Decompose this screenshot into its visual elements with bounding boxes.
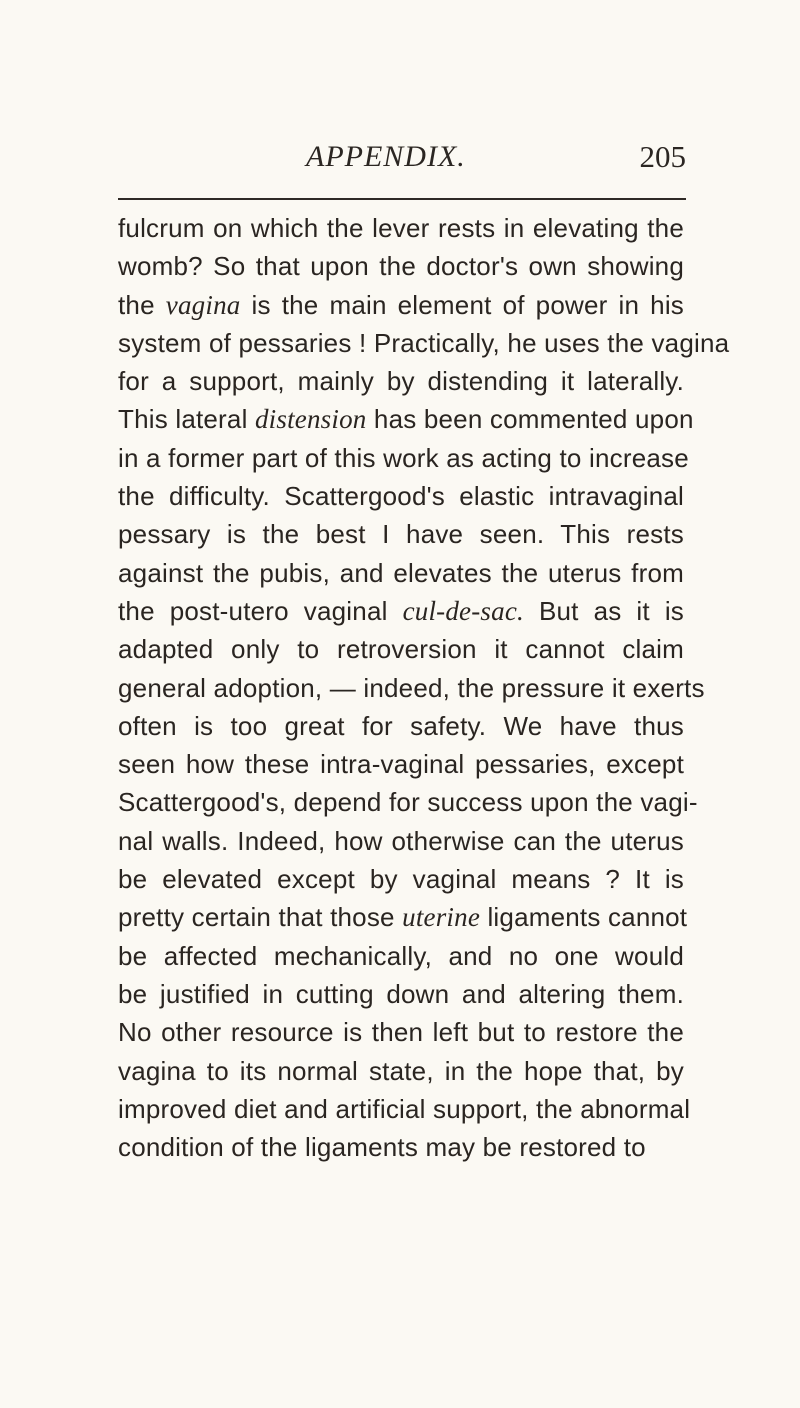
text-segment: the post-utero vaginal (118, 595, 403, 626)
text-line: condition of the ligaments may be restored to (118, 1132, 646, 1163)
text-line: vagina to its normal state, in the hope that, by (118, 1055, 684, 1086)
italic-term: cul-de-sac. (402, 595, 524, 626)
text-segment: has been commented upon (366, 404, 694, 435)
text-line: in a former part of this work as acting to increase (118, 442, 689, 473)
text-line: improved diet and artificial support, the abnormal (118, 1093, 691, 1124)
text-line (118, 286, 684, 324)
text-line: adapted only to retroversion it cannot claim (118, 634, 684, 665)
text-line: Scattergood's, depend for success upon the vagi- (118, 787, 698, 818)
text-line: be justified in cutting down and altering them. (118, 978, 684, 1009)
text-line: system of pessaries ! Practically, he uses the vagina (118, 327, 730, 358)
text-line: womb? So that upon the doctor's own showing (118, 251, 684, 282)
page-header (118, 140, 686, 180)
text-line: the difficulty. Scattergood's elastic intravaginal (118, 481, 684, 512)
text-line (118, 898, 688, 936)
text-line: fulcrum on which the lever rests in elevating the (118, 213, 684, 243)
italic-term: vagina (165, 289, 241, 320)
text-segment: is the main element of power in his (240, 289, 685, 320)
text-segment: pretty certain that those (118, 902, 403, 933)
italic-term: distension (254, 404, 367, 435)
body-text (118, 209, 730, 1166)
text-line: often is too great for safety. We have thus (118, 710, 684, 741)
running-title: APPENDIX. (306, 140, 466, 173)
italic-term: uterine (402, 902, 481, 933)
text-line: nal walls. Indeed, how otherwise can the uterus (118, 825, 684, 856)
text-line: against the pubis, and elevates the uterus from (118, 557, 684, 588)
text-segment: ligaments cannot (480, 902, 688, 933)
page-number: 205 (639, 139, 686, 174)
text-line (118, 592, 684, 630)
text-line: be affected mechanically, and no one would (118, 940, 684, 971)
text-line: general adoption, — indeed, the pressure it exerts (118, 672, 705, 703)
header-rule (118, 198, 686, 200)
text-segment: This lateral (118, 404, 255, 435)
text-line: pessary is the best I have seen. This rests (118, 519, 684, 550)
text-line (118, 400, 694, 438)
text-segment: the (118, 289, 166, 320)
text-line: seen how these intra-vaginal pessaries, except (118, 749, 684, 780)
text-line: No other resource is then left but to restore the (118, 1017, 684, 1048)
text-segment: But as it is (523, 595, 684, 626)
text-line: for a support, mainly by distending it laterally. (118, 366, 684, 397)
text-line: be elevated except by vaginal means ? It is (118, 864, 684, 895)
